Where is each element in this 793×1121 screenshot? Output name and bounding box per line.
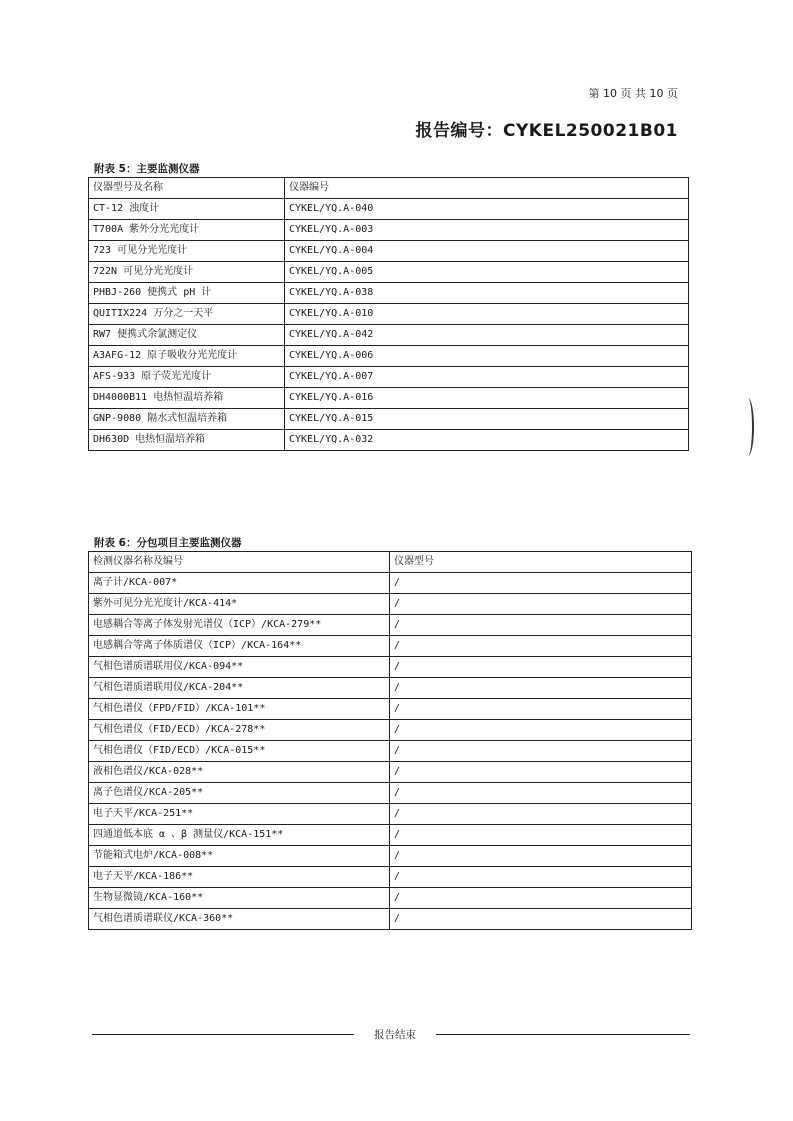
table-row	[89, 262, 689, 283]
instrument-name-cell: 离子计/KCA-007*	[89, 573, 390, 594]
table-row	[89, 594, 692, 615]
instrument-name-cell: A3AFG-12 原子吸收分光光度计	[89, 346, 285, 367]
table-row	[89, 657, 692, 678]
instrument-id-cell: CYKEL/YQ.A-004	[285, 241, 689, 262]
table-row	[89, 636, 692, 657]
instrument-name-cell: 气相色谱仪（FPD/FID）/KCA-101**	[89, 699, 390, 720]
table-row	[89, 783, 692, 804]
table-row	[89, 867, 692, 888]
instrument-id-cell: /	[390, 573, 692, 594]
table-row	[89, 220, 689, 241]
footer-rule-left	[92, 1034, 354, 1035]
instrument-name-cell: DH630D 电热恒温培养箱	[89, 430, 285, 451]
table-row	[89, 909, 692, 930]
instrument-id-cell: CYKEL/YQ.A-003	[285, 220, 689, 241]
instrument-name-cell: 电子天平/KCA-186**	[89, 867, 390, 888]
instrument-id-cell: /	[390, 678, 692, 699]
instrument-name-cell: 气相色谱质谱联用仪/KCA-094**	[89, 657, 390, 678]
instrument-id-cell: /	[390, 825, 692, 846]
table-row	[89, 699, 692, 720]
instrument-id-cell: CYKEL/YQ.A-005	[285, 262, 689, 283]
table6-subcontract-instruments	[88, 551, 692, 930]
table-row	[89, 804, 692, 825]
instrument-name-cell: 四通道低本底 α 、β 测量仪/KCA-151**	[89, 825, 390, 846]
table6-caption: 附表 6：分包项目主要监测仪器	[94, 537, 242, 549]
table-row	[89, 615, 692, 636]
instrument-id-cell: /	[390, 594, 692, 615]
instrument-id-cell: /	[390, 741, 692, 762]
binding-mark	[742, 398, 754, 456]
table-row	[89, 825, 692, 846]
table-row	[89, 325, 689, 346]
instrument-id-cell: /	[390, 804, 692, 825]
table-row	[89, 199, 689, 220]
instrument-name-cell: 电子天平/KCA-251**	[89, 804, 390, 825]
instrument-name-cell: 气相色谱质谱联用仪/KCA-204**	[89, 678, 390, 699]
table-row	[89, 888, 692, 909]
instrument-name-cell: RW7 便携式余氯测定仪	[89, 325, 285, 346]
table-row	[89, 720, 692, 741]
instrument-id-cell: /	[390, 657, 692, 678]
instrument-name-cell: 气相色谱质谱联仪/KCA-360**	[89, 909, 390, 930]
instrument-name-cell: 电感耦合等离子体质谱仪（ICP）/KCA-164**	[89, 636, 390, 657]
column-header: 仪器编号	[285, 178, 689, 199]
table-row	[89, 762, 692, 783]
table-row	[89, 304, 689, 325]
instrument-name-cell: 电感耦合等离子体发射光谱仪（ICP）/KCA-279**	[89, 615, 390, 636]
instrument-name-cell: 离子色谱仪/KCA-205**	[89, 783, 390, 804]
column-header: 仪器型号	[390, 552, 692, 573]
instrument-name-cell: QUITIX224 万分之一天平	[89, 304, 285, 325]
instrument-name-cell: T700A 紫外分光光度计	[89, 220, 285, 241]
report-number: 报告编号：CYKEL250021B01	[415, 121, 678, 141]
instrument-name-cell: 生物显微镜/KCA-160**	[89, 888, 390, 909]
header-row	[89, 178, 689, 199]
table-row	[89, 388, 689, 409]
instrument-name-cell: AFS-933 原子荧光光度计	[89, 367, 285, 388]
instrument-id-cell: CYKEL/YQ.A-015	[285, 409, 689, 430]
table-row	[89, 573, 692, 594]
instrument-id-cell: /	[390, 888, 692, 909]
table-row	[89, 409, 689, 430]
instrument-name-cell: 气相色谱仪（FID/ECD）/KCA-015**	[89, 741, 390, 762]
instrument-id-cell: /	[390, 636, 692, 657]
instrument-id-cell: CYKEL/YQ.A-006	[285, 346, 689, 367]
table-row	[89, 241, 689, 262]
page-number: 第 10 页 共 10 页	[588, 87, 678, 100]
table5-main-instruments	[88, 177, 689, 451]
instrument-name-cell: 紫外可见分光光度计/KCA-414*	[89, 594, 390, 615]
instrument-id-cell: /	[390, 909, 692, 930]
header-row	[89, 552, 692, 573]
instrument-id-cell: /	[390, 846, 692, 867]
instrument-id-cell: CYKEL/YQ.A-032	[285, 430, 689, 451]
instrument-name-cell: DH4000B11 电热恒温培养箱	[89, 388, 285, 409]
column-header: 仪器型号及名称	[89, 178, 285, 199]
instrument-id-cell: CYKEL/YQ.A-010	[285, 304, 689, 325]
instrument-id-cell: CYKEL/YQ.A-007	[285, 367, 689, 388]
instrument-id-cell: /	[390, 762, 692, 783]
table-row	[89, 367, 689, 388]
report-end-text: 报告结束	[374, 1029, 416, 1041]
table-row	[89, 741, 692, 762]
instrument-id-cell: CYKEL/YQ.A-042	[285, 325, 689, 346]
instrument-id-cell: CYKEL/YQ.A-016	[285, 388, 689, 409]
table-row	[89, 430, 689, 451]
instrument-id-cell: /	[390, 615, 692, 636]
table-row	[89, 846, 692, 867]
instrument-name-cell: 722N 可见分光光度计	[89, 262, 285, 283]
instrument-id-cell: /	[390, 783, 692, 804]
table5-caption: 附表 5：主要监测仪器	[94, 163, 200, 175]
table-row	[89, 678, 692, 699]
instrument-name-cell: 液相色谱仪/KCA-028**	[89, 762, 390, 783]
table-row	[89, 346, 689, 367]
footer-rule-right	[436, 1034, 690, 1035]
instrument-name-cell: CT-12 浊度计	[89, 199, 285, 220]
instrument-id-cell: CYKEL/YQ.A-040	[285, 199, 689, 220]
instrument-name-cell: PHBJ-260 便携式 pH 计	[89, 283, 285, 304]
instrument-name-cell: GNP-9080 隔水式恒温培养箱	[89, 409, 285, 430]
instrument-id-cell: /	[390, 720, 692, 741]
instrument-id-cell: /	[390, 699, 692, 720]
column-header: 检测仪器名称及编号	[89, 552, 390, 573]
instrument-name-cell: 节能箱式电炉/KCA-008**	[89, 846, 390, 867]
instrument-id-cell: CYKEL/YQ.A-038	[285, 283, 689, 304]
table-row	[89, 283, 689, 304]
instrument-id-cell: /	[390, 867, 692, 888]
instrument-name-cell: 723 可见分光光度计	[89, 241, 285, 262]
instrument-name-cell: 气相色谱仪（FID/ECD）/KCA-278**	[89, 720, 390, 741]
